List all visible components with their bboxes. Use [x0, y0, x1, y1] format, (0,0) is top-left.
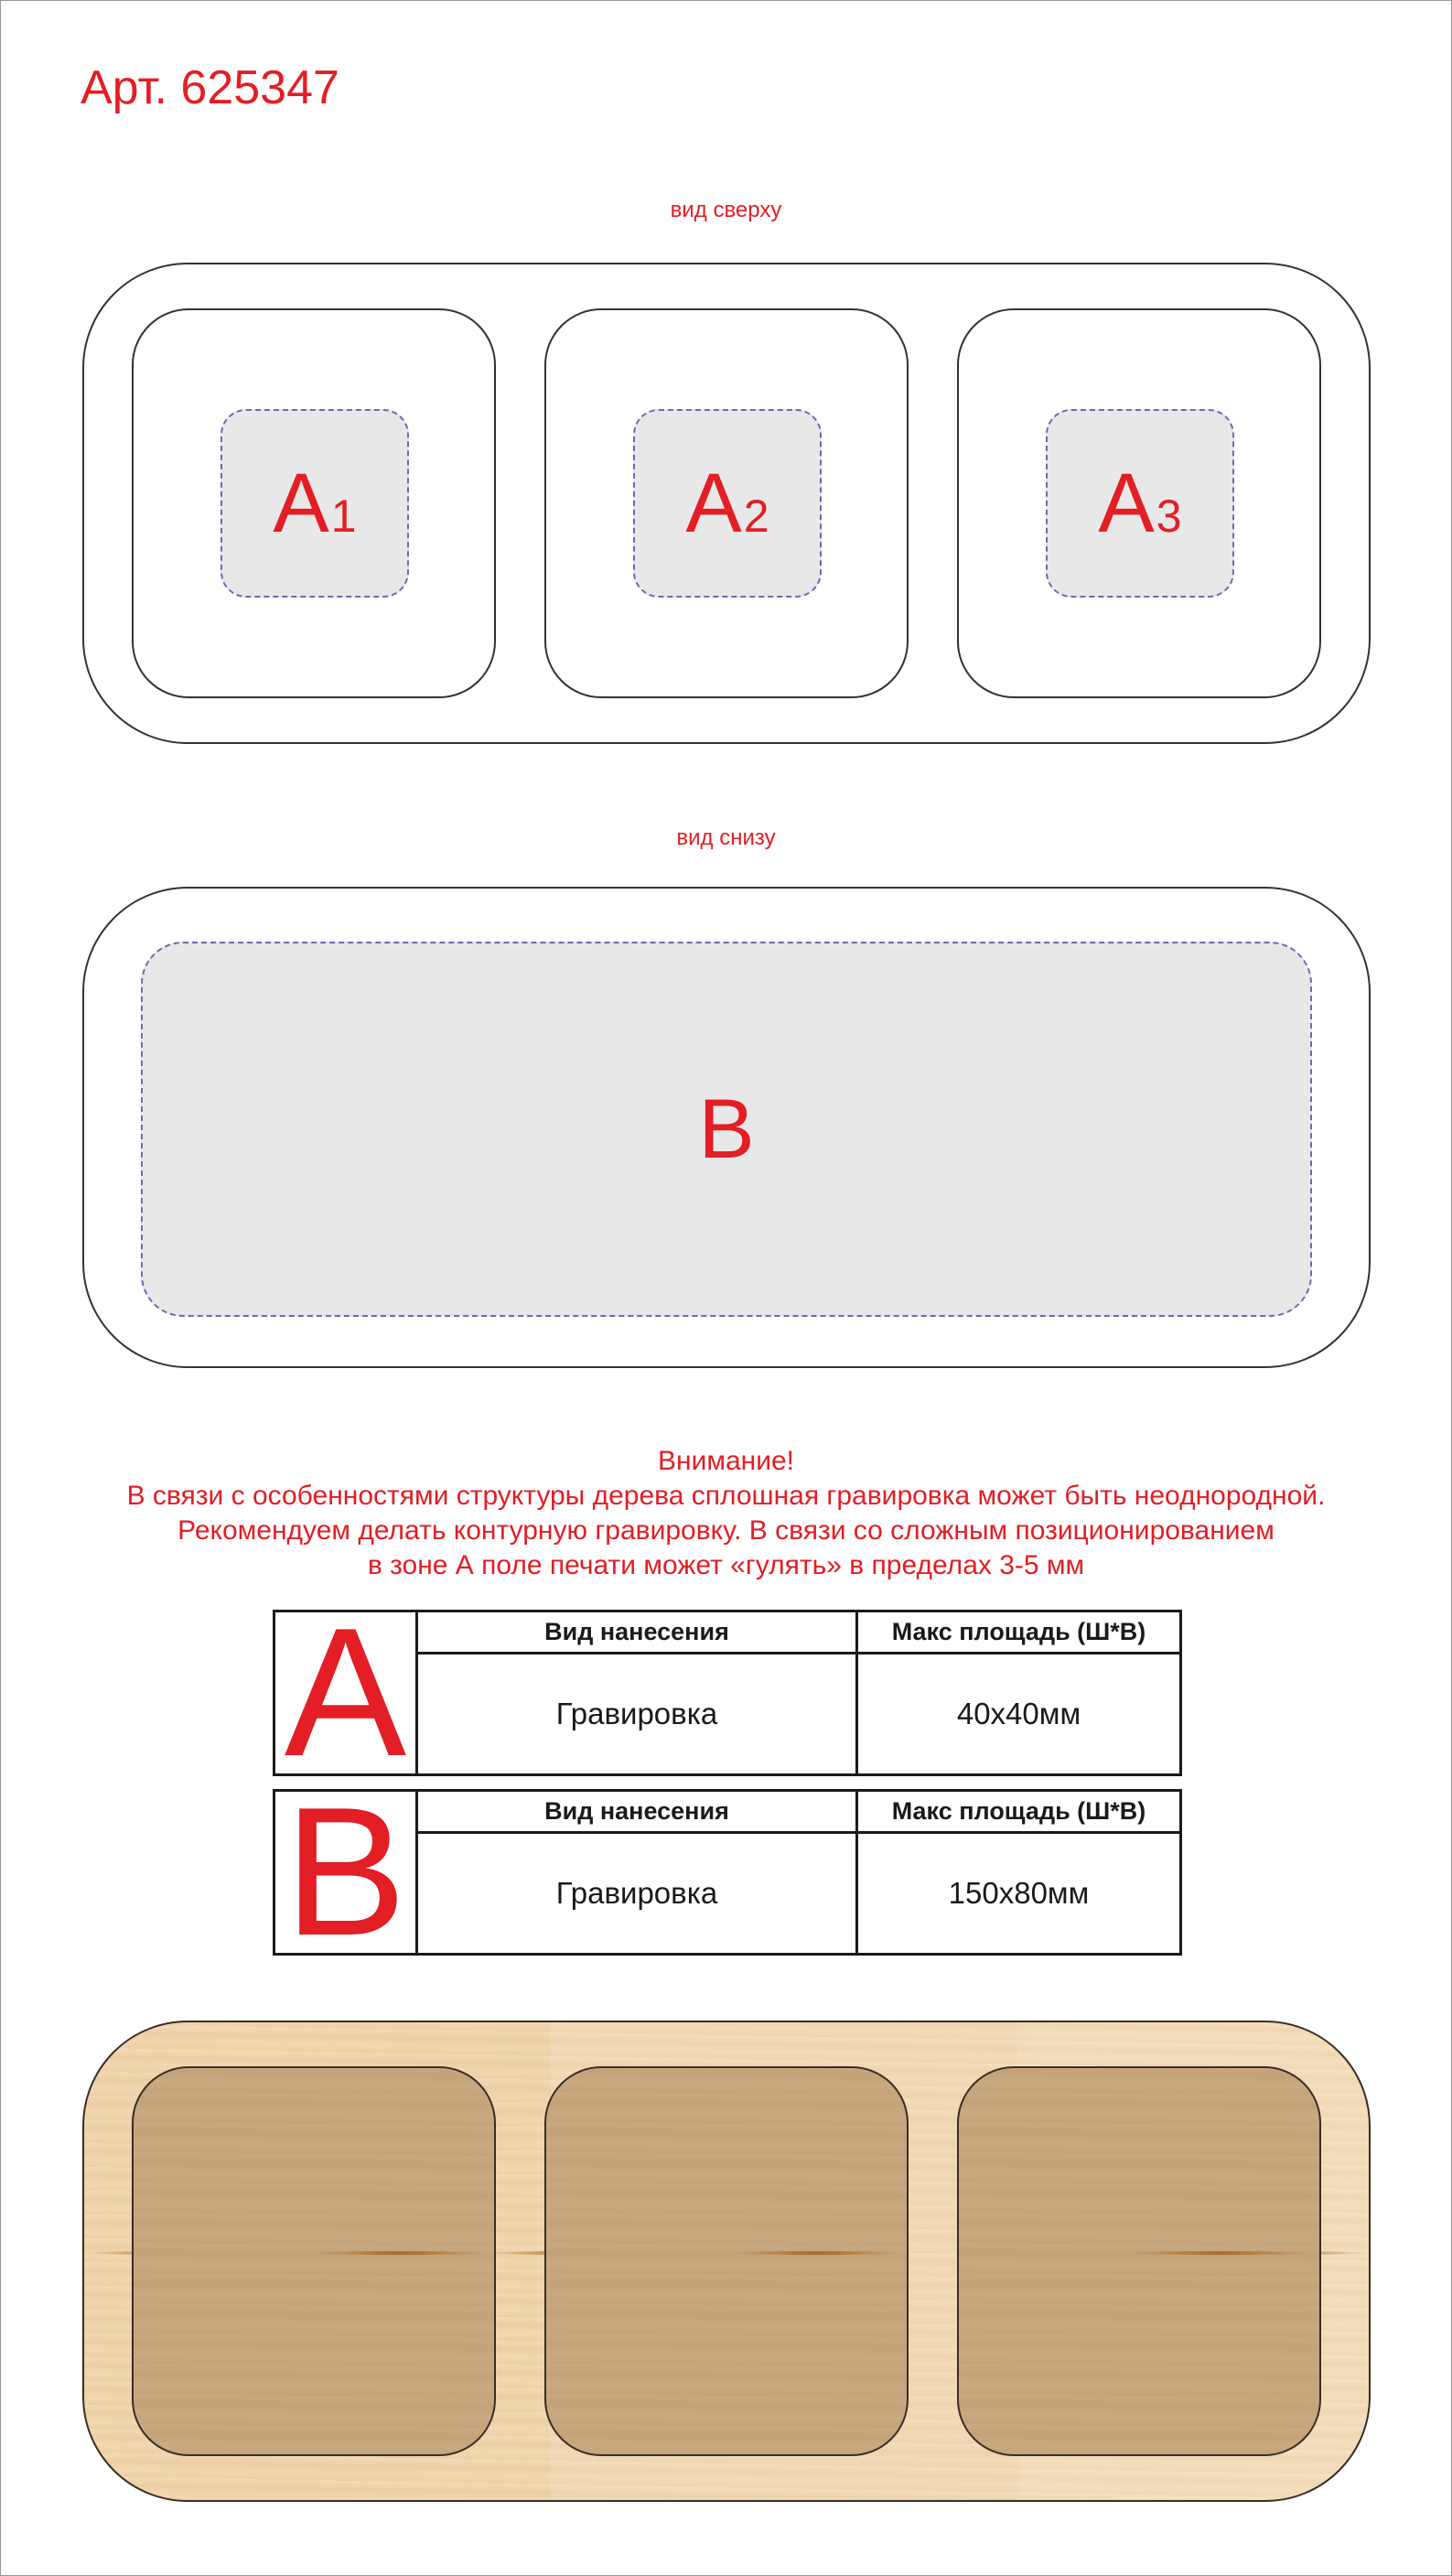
top-view-label: вид сверху: [670, 198, 782, 222]
zone-letter: A: [685, 457, 742, 550]
zone-letter: A: [273, 457, 329, 550]
column-header-max-area: Макс площадь (Ш*В): [858, 1612, 1179, 1654]
zone-index: 3: [1156, 490, 1182, 542]
zone-index: 2: [743, 490, 769, 542]
zone-a1-label: [273, 457, 357, 550]
zone-letter: A: [1098, 457, 1155, 550]
wooden-compartment-2: [544, 2066, 909, 2456]
method-value: Гравировка: [418, 1834, 858, 1953]
column-header-method: Вид нанесения: [418, 1612, 858, 1654]
spec-table-b: [273, 1770, 1182, 1974]
notice-line: Рекомендуем делать контурную гравировку. В связи со сложным позиционированием: [177, 1515, 1275, 1546]
wood-grain: [307, 2251, 490, 2255]
zone-a3-label: [1098, 457, 1182, 550]
notice-title: Внимание!: [658, 1446, 794, 1476]
article-number: Арт. 625347: [81, 61, 339, 114]
wooden-tray-image: [82, 2021, 1371, 2502]
zone-a2-label: [685, 457, 769, 550]
column-header-max-area: Макс площадь (Ш*В): [858, 1792, 1179, 1834]
notice-block: [0, 1444, 1452, 1583]
wooden-compartment-1: [132, 2066, 496, 2456]
zone-index: 1: [330, 490, 357, 542]
tray-compartment-3: [957, 308, 1321, 698]
notice-line: В связи с особенностями структуры дерева сплошная гравировка может быть неоднородной.: [126, 1481, 1326, 1511]
bottom-view-label: вид снизу: [676, 825, 776, 850]
column-header-method: Вид нанесения: [418, 1792, 858, 1834]
spec-zone-letter: B: [275, 1792, 418, 1953]
spec-table-a: [273, 1590, 1182, 1795]
tray-compartment-2: [544, 308, 909, 698]
max-area-value: 150х80мм: [948, 1876, 1090, 1910]
max-area-value: 40х40мм: [956, 1697, 1081, 1730]
zone-b-label: B: [698, 1083, 755, 1176]
wood-grain: [729, 2251, 903, 2255]
tray-bottom-view: [82, 887, 1371, 1368]
print-zone-a2: [633, 409, 822, 598]
print-zone-a1: [220, 409, 409, 598]
tray-compartment-1: [132, 308, 496, 698]
wooden-compartment-3: [957, 2066, 1321, 2456]
method-value: Гравировка: [418, 1654, 858, 1773]
wood-grain: [1124, 2251, 1316, 2255]
print-zone-b: [141, 942, 1312, 1317]
spec-zone-letter: A: [275, 1612, 418, 1773]
tray-top-view: [82, 263, 1371, 744]
print-zone-a3: [1046, 409, 1234, 598]
notice-line: в зоне А поле печати может «гулять» в пределах 3-5 мм: [367, 1550, 1085, 1580]
